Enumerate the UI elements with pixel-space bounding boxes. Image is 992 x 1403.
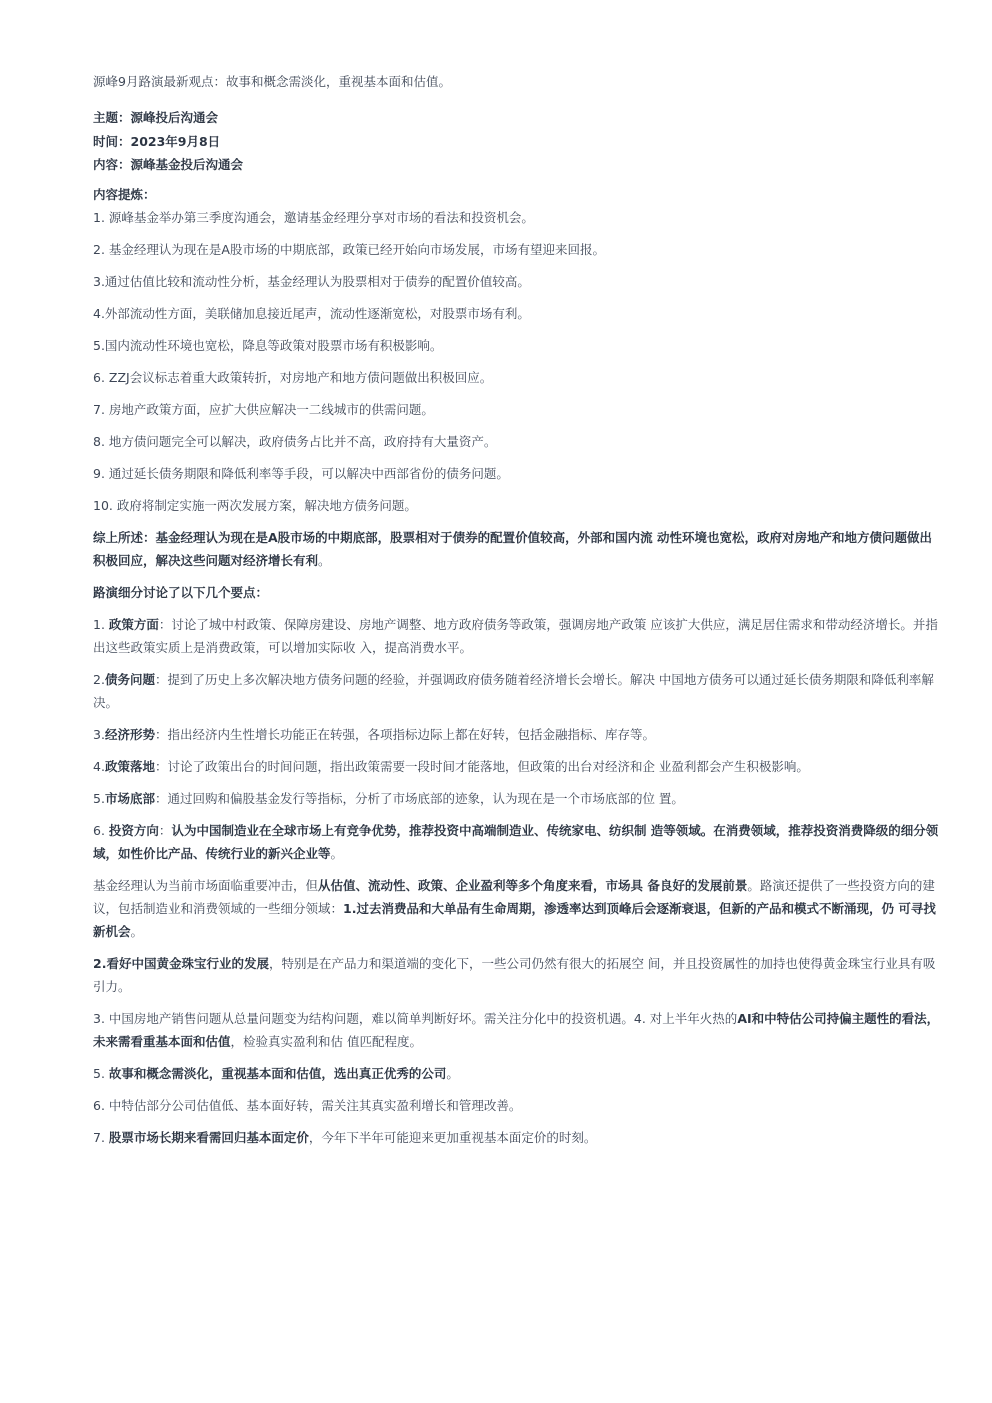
discussion-num: 6. bbox=[93, 823, 109, 838]
conclusion-bold: 综上所述：基金经理认为现在是A股市场的中期底部，股票相对于债券的配置价值较高，外部和国内流 动性环境也宽松，政府对房地产和地方债问题做出积极回应，解决这些问题对经济增长有利 bbox=[93, 530, 933, 568]
discussion-heading-text: 路演细分讨论了以下几个要点： bbox=[93, 585, 269, 600]
point-6-paragraph: 6. 中特估部分公司估值低、基本面好转，需关注其真实盈利增长和管理改善。 bbox=[93, 1098, 522, 1113]
summary-point: 1. 源峰基金举办第三季度沟通会，邀请基金经理分享对市场的看法和投资机会。 bbox=[93, 210, 534, 225]
summary-point: 8. 地方债问题完全可以解决，政府债务占比并不高，政府持有大量资产。 bbox=[93, 434, 497, 449]
discussion-num: 5. bbox=[93, 791, 105, 806]
discussion-text: ：讨论了政策出台的时间问题，指出政策需要一段时间才能落地，但政策的出台对经济和企 业盈利都会产生积极影响。 bbox=[154, 759, 809, 774]
meta-date: 时间：2023年9月8日 bbox=[93, 133, 221, 149]
gold-jewelry-paragraph bbox=[93, 952, 944, 998]
conclusion-end: 。 bbox=[318, 553, 331, 568]
summary-point: 7. 房地产政策方面，应扩大供应解决一二线城市的供需问题。 bbox=[93, 402, 434, 417]
discussion-num: 4. bbox=[93, 759, 105, 774]
discussion-heading bbox=[93, 581, 944, 604]
summary-point: 3.通过估值比较和流动性分析，基金经理认为股票相对于债券的配置价值较高。 bbox=[93, 274, 530, 289]
discussion-keyword: 投资方向 bbox=[108, 823, 159, 838]
discussion-keyword: 经济形势 bbox=[104, 727, 155, 742]
point-text: ，今年下半年可能迎来更加重视基本面定价的时刻。 bbox=[308, 1130, 597, 1145]
summary-heading: 内容提炼： bbox=[93, 186, 156, 202]
discussion-point-policy bbox=[93, 613, 944, 659]
discussion-text: ：讨论了城中村政策、保障房建设、房地产调整、地方政府债务等政策，强调房地产政策 应该扩大供应，满足居住需求和带动经济增长。并指出这些政策实质上是消费政策，可以增加实际收 入，提高消费水平。 bbox=[93, 617, 938, 655]
discussion-point-investment bbox=[93, 819, 944, 865]
point-bold: 股票市场长期来看需回归基本面定价 bbox=[108, 1130, 309, 1145]
point-5-paragraph bbox=[93, 1062, 944, 1085]
discussion-num: 3. bbox=[93, 727, 105, 742]
summary-point: 2. 基金经理认为现在是A股市场的中期底部，政策已经开始向市场发展，市场有望迎来回报。 bbox=[93, 242, 605, 257]
summary-point: 6. ZZJ会议标志着重大政策转折，对房地产和地方债问题做出积极回应。 bbox=[93, 370, 493, 385]
real-estate-ai-paragraph bbox=[93, 1007, 944, 1053]
discussion-keyword: 市场底部 bbox=[104, 791, 155, 806]
discussion-text: ：通过回购和偏股基金发行等指标，分析了市场底部的迹象，认为现在是一个市场底部的位 置。 bbox=[154, 791, 684, 806]
meta-subject: 主题：源峰投后沟通会 bbox=[93, 110, 219, 125]
manager-text: 基金经理认为当前市场面临重要冲击，但 bbox=[93, 878, 319, 893]
discussion-end: 。 bbox=[330, 846, 344, 861]
summary-point: 10. 政府将制定实施一两次发展方案，解决地方债务问题。 bbox=[93, 498, 417, 513]
discussion-text: ：指出经济内生性增长功能正在转强，各项指标边际上都在好转，包括金融指标、库存等。 bbox=[154, 727, 655, 742]
point-num: 7. bbox=[93, 1130, 109, 1145]
ai-bold: AI和中特估公司持偏主题性的看法，未来需看重基本面和估值 bbox=[93, 1011, 940, 1049]
discussion-keyword: 政策落地 bbox=[104, 759, 155, 774]
point-num: 5. bbox=[93, 1066, 109, 1081]
discussion-point-economy bbox=[93, 723, 944, 746]
ai-text: ，检验真实盈利和估 值匹配程度。 bbox=[230, 1034, 422, 1049]
discussion-bold-text: 认为中国制造业在全球市场上有竞争优势，推荐投资中高端制造业、传统家电、纺织制 造等领域。在消费领域，推荐投资消费降级的细分领域，如性价比产品、传统行业的新兴企业等 bbox=[93, 823, 939, 861]
manager-end: 。 bbox=[130, 924, 144, 939]
manager-bold: 从估值、流动性、政策、企业盈利等多个角度来看，市场具 备良好的发展前景 bbox=[318, 878, 748, 893]
gold-text: ，特别是在产品力和渠道端的变化下，一些公司仍然有很大的拓展空 间，并且投资属性的加持也使得黄金珠宝行业具有吸引力。 bbox=[93, 956, 936, 994]
manager-text: 。路演还提供了一些投资方向的建议，包括制造业和消费领域的一些细分领域： bbox=[93, 878, 935, 916]
real-estate-text: 3. 中国房地产销售问题从总量问题变为结构问题，难以简单判断好坏。需关注分化中的投资机遇。4. 对上半年火热的 bbox=[93, 1011, 738, 1026]
point-7-paragraph bbox=[93, 1126, 944, 1149]
discussion-point-debt bbox=[93, 668, 944, 714]
manager-view-paragraph bbox=[93, 874, 944, 943]
summary-point: 4.外部流动性方面，美联储加息接近尾声，流动性逐渐宽松，对股票市场有利。 bbox=[93, 306, 530, 321]
manager-bold: 1.过去消费品和大单品有生命周期，渗透率达到顶峰后会逐渐衰退，但新的产品和模式不断涌现，仍 可寻找新机会 bbox=[93, 901, 936, 939]
document-title: 源峰9月路演最新观点：故事和概念需淡化，重视基本面和估值。 bbox=[93, 74, 451, 89]
discussion-num: 1. bbox=[93, 617, 109, 632]
discussion-point-implementation bbox=[93, 755, 944, 778]
point-end: 。 bbox=[446, 1066, 459, 1081]
conclusion-paragraph bbox=[93, 526, 944, 572]
discussion-keyword: 政策方面 bbox=[108, 617, 159, 632]
gold-bold: 2.看好中国黄金珠宝行业的发展 bbox=[93, 956, 269, 971]
discussion-keyword: 债务问题 bbox=[104, 672, 155, 687]
discussion-num: 2. bbox=[93, 672, 105, 687]
discussion-colon: ： bbox=[158, 823, 172, 838]
summary-point: 5.国内流动性环境也宽松，降息等政策对股票市场有积极影响。 bbox=[93, 338, 443, 353]
discussion-text: ：提到了历史上多次解决地方债务问题的经验，并强调政府债务随着经济增长会增长。解决 中国地方债务可以通过延长债务期限和降低利率解决。 bbox=[93, 672, 934, 710]
point-bold: 故事和概念需淡化，重视基本面和估值，选出真正优秀的公司 bbox=[108, 1066, 447, 1081]
meta-content: 内容：源峰基金投后沟通会 bbox=[93, 157, 244, 172]
discussion-point-market-bottom bbox=[93, 787, 944, 810]
summary-point: 9. 通过延长债务期限和降低利率等手段，可以解决中西部省份的债务问题。 bbox=[93, 466, 509, 481]
